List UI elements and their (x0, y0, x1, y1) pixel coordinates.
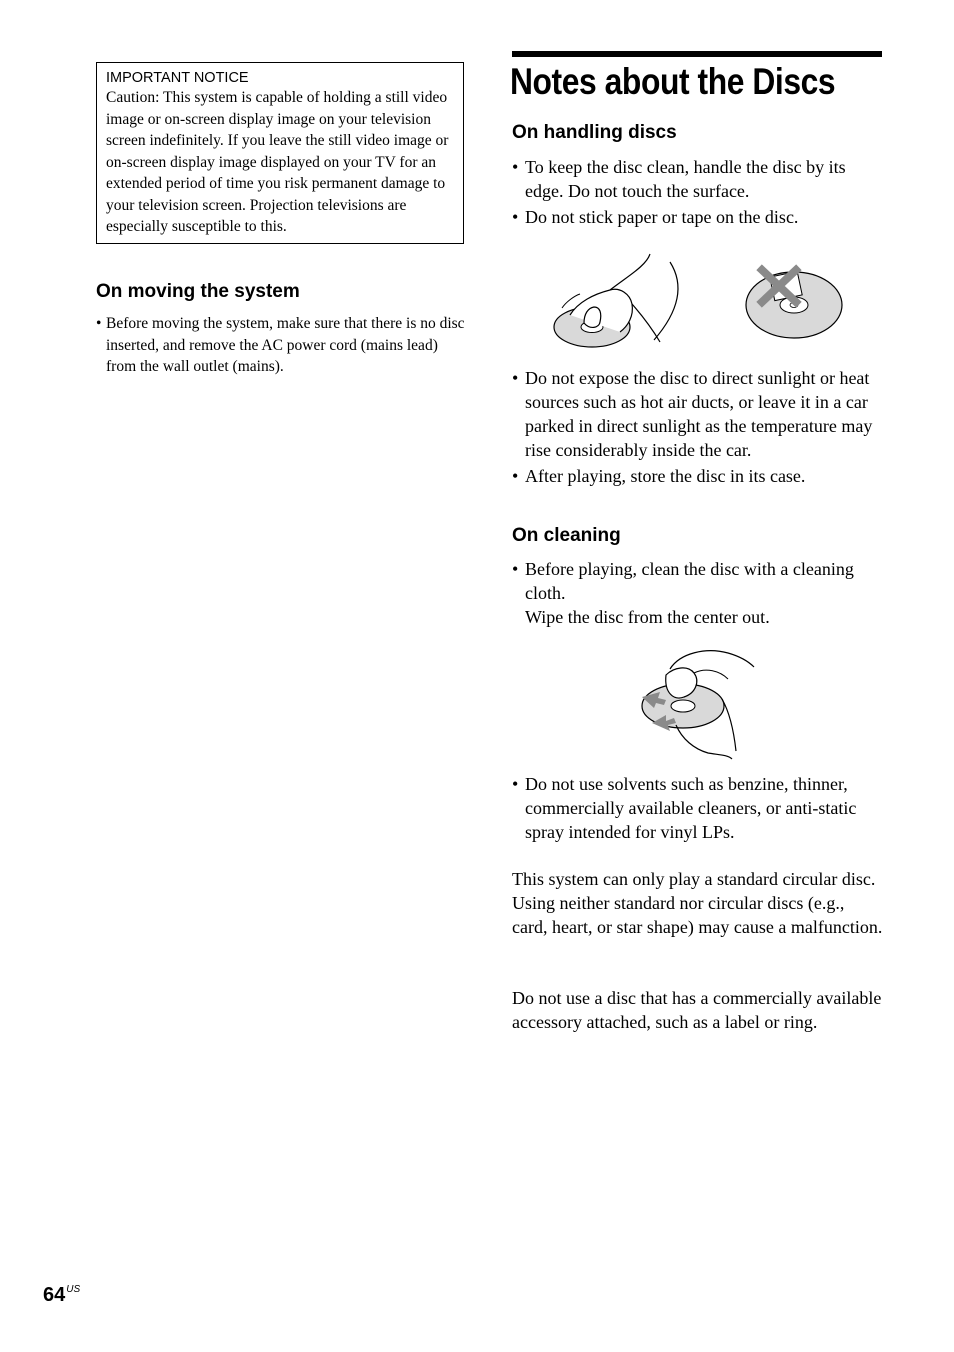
important-notice-box (96, 62, 464, 244)
hand-wiping-disc-icon (642, 651, 754, 759)
list-item: • Do not expose the disc to direct sunlight or heat sources such as hot air ducts, or leave it in a car parked in direct sunlight as the temperature may rise considerably inside the car. (512, 366, 884, 462)
notice-title: IMPORTANT NOTICE (106, 70, 249, 86)
list-item (512, 557, 884, 629)
title-rule (512, 51, 882, 57)
list-item: • Do not use solvents such as benzine, thinner, commercially available cleaners, or anti-static spray intended for vinyl LPs. (512, 772, 884, 844)
prohibited-tape-on-disc-icon (746, 270, 842, 338)
cleaning-bullets (512, 557, 884, 631)
handling-bullets-bottom (512, 366, 884, 490)
moving-bullets (96, 313, 468, 378)
page-region-suffix: US (66, 1284, 81, 1295)
list-item: • Before moving the system, make sure that there is no disc inserted, and remove the AC power cord (mains lead) from the wall outlet (mains). (96, 313, 468, 378)
disc-cleaning-illustration (636, 645, 760, 763)
list-item: • Do not stick paper or tape on the disc. (512, 205, 884, 229)
disc-handling-illustration (550, 250, 850, 354)
notice-body: Caution: This system is capable of holding a still video image or on-screen display image on your television screen indefinitely. If you leave the still video image or on-screen display image displayed on your TV for an extended period of time you risk permanent damage to your television screen. Projection televisions are especially susceptible to this. (106, 89, 449, 235)
page-number (43, 1284, 80, 1307)
paragraph-accessory: Do not use a disc that has a commercially available accessory attached, such as a label or ring. (512, 988, 882, 1032)
solvent-bullets (512, 772, 884, 846)
handling-heading: On handling discs (512, 122, 677, 143)
cleaning-instruction-2: Wipe the disc from the center out. (525, 607, 770, 627)
page-title: Notes about the Discs (510, 61, 836, 102)
page-number-value: 64 (43, 1284, 66, 1306)
handling-bullets-top (512, 155, 884, 231)
list-item: • To keep the disc clean, handle the disc by its edge. Do not touch the surface. (512, 155, 884, 203)
moving-heading: On moving the system (96, 281, 300, 302)
cleaning-heading: On cleaning (512, 525, 621, 546)
paragraph-circular-disc: This system can only play a standard circular disc. Using neither standard nor circular discs (e.g., card, heart, or star shape) may cause a malfunction. (512, 869, 883, 937)
list-item: • After playing, store the disc in its case. (512, 464, 884, 488)
hand-holding-disc-icon (554, 254, 678, 347)
cleaning-instruction: • Before playing, clean the disc with a cleaning cloth. (525, 559, 854, 603)
